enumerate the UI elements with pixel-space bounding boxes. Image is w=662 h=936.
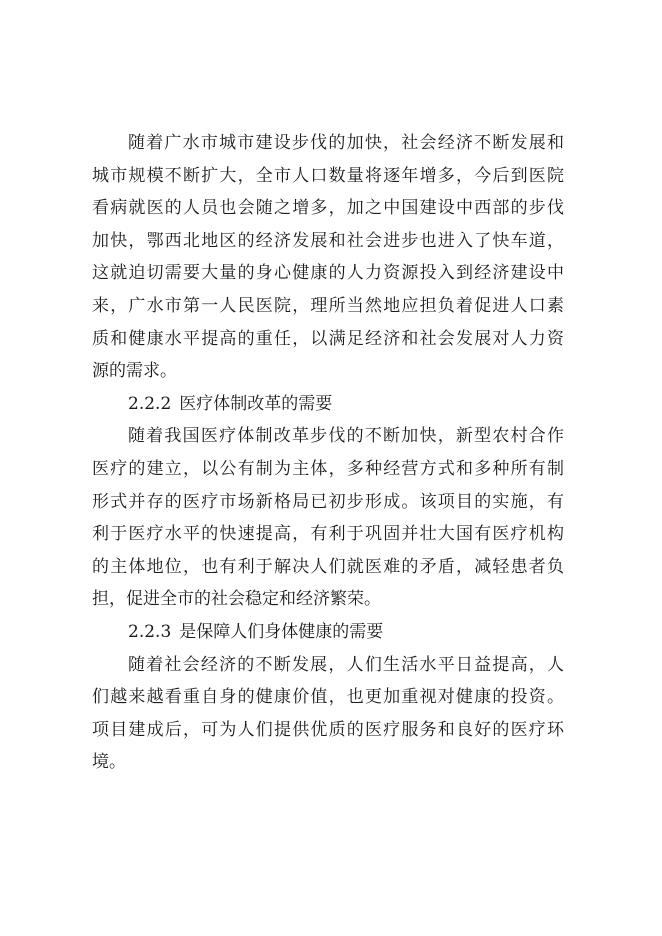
paragraph-line: 随着我国医疗体制改革步伐的不断加快，新型农村合作 — [128, 426, 564, 447]
paragraph-line: 来，广水市第一人民医院，理所当然地应担负着促进人口素 — [92, 295, 564, 316]
document-page — [92, 127, 564, 779]
paragraph-line: 医疗的建立，以公有制为主体，多种经营方式和多种所有制 — [92, 458, 564, 479]
paragraph-line: 源的需求。 — [92, 361, 177, 382]
section-title: 医疗体制改革的需要 — [179, 393, 333, 414]
paragraph-line: 质和健康水平提高的重任，以满足经济和社会发展对人力资 — [92, 328, 564, 349]
paragraph-line: 随着社会经济的不断发展，人们生活水平日益提高，人 — [128, 654, 564, 675]
paragraph-line: 利于医疗水平的快速提高，有利于巩固并壮大国有医疗机构 — [92, 524, 564, 545]
section-heading-2-2-2 — [92, 388, 564, 421]
section-title: 是保障人们身体健康的需要 — [179, 621, 384, 642]
paragraph-line: 形式并存的医疗市场新格局已初步形成。该项目的实施，有 — [92, 491, 564, 512]
paragraph-line: 担，促进全市的社会稳定和经济繁荣。 — [92, 589, 381, 610]
paragraph-medical-reform — [92, 420, 564, 616]
paragraph-line: 这就迫切需要大量的身心健康的人力资源投入到经济建设中 — [92, 263, 564, 284]
paragraph-line: 加快，鄂西北地区的经济发展和社会进步也进入了快车道， — [92, 230, 564, 251]
paragraph-line: 城市规模不断扩大，全市人口数量将逐年增多，今后到医院 — [92, 165, 564, 186]
paragraph-line: 境。 — [92, 752, 126, 773]
paragraph-line: 的主体地位，也有利于解决人们就医难的矛盾，减轻患者负 — [92, 556, 564, 577]
paragraph-hospital-demand — [92, 127, 564, 388]
paragraph-line: 随着广水市城市建设步伐的加快，社会经济不断发展和 — [128, 133, 564, 153]
paragraph-line: 项目建成后，可为人们提供优质的医疗服务和良好的医疗环 — [92, 719, 564, 740]
paragraph-health-protection — [92, 649, 564, 779]
section-number: 2.2.3 — [128, 621, 172, 642]
paragraph-line: 们越来越看重自身的健康价值，也更加重视对健康的投资。 — [92, 687, 564, 708]
section-number: 2.2.2 — [128, 393, 172, 414]
paragraph-line: 看病就医的人员也会随之增多，加之中国建设中西部的步伐 — [92, 198, 564, 219]
section-heading-2-2-3 — [92, 616, 564, 649]
